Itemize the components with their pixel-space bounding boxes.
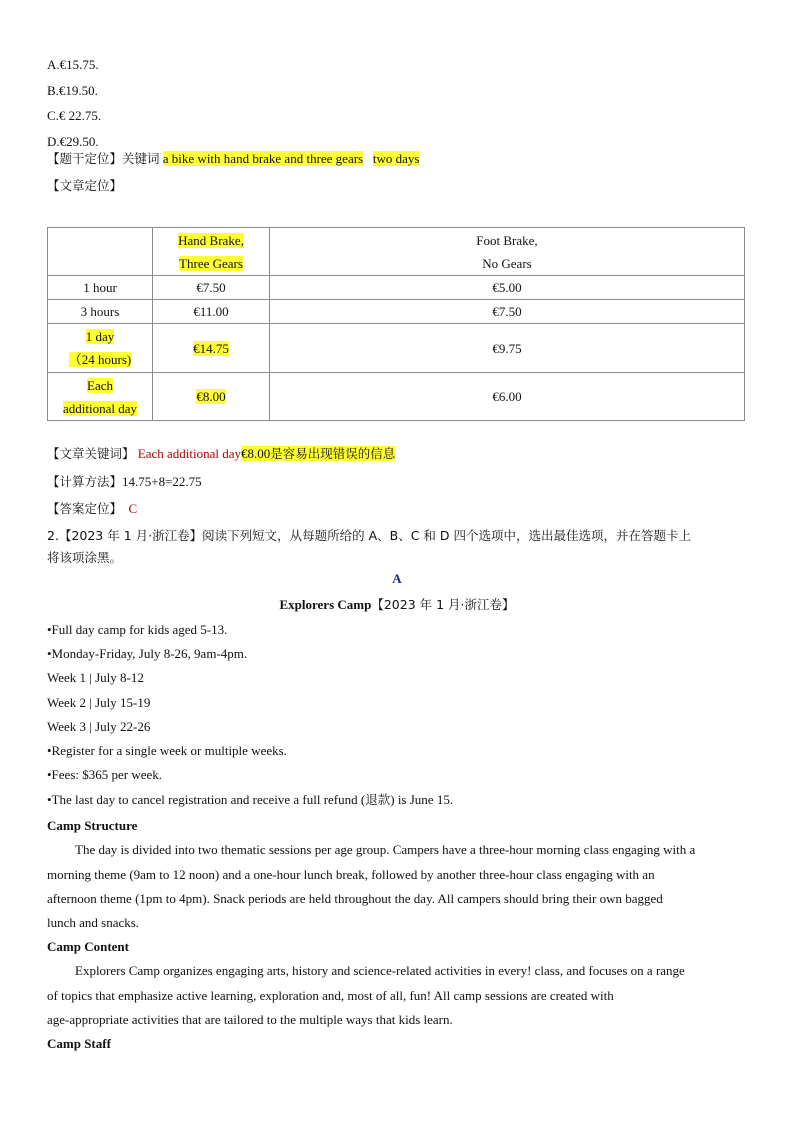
info-line: •Full day camp for kids aged 5-13. <box>47 622 228 637</box>
price-foot-brake: €6.00 <box>270 373 745 421</box>
paragraph-line: morning theme (9am to 12 noon) and a one-hour lunch break, followed by another three-hour class engaging with an <box>47 867 655 882</box>
price-foot-brake: €9.75 <box>270 324 745 373</box>
option-b: B.€19.50. <box>47 83 98 98</box>
price-hand-brake: €7.50 <box>153 276 270 300</box>
stem-location: 【题干定位】关键词 a bike with hand brake and three gears two days <box>47 151 420 166</box>
table-header-row <box>48 228 745 276</box>
paragraph-line: afternoon theme (1pm to 4pm). Snack periods are held throughout the day. All campers should bring their own bagged <box>47 891 663 906</box>
keyword-highlight-1: a bike with hand brake and three gears <box>162 151 364 166</box>
option-a: A.€15.75. <box>47 57 99 72</box>
price-foot-brake: €5.00 <box>270 276 745 300</box>
question2-instruction: 2.【2023 年 1 月·浙江卷】阅读下列短文，从每题所给的 A、B、C 和 D 四个选项中，选出最佳选项，并在答题卡上 <box>47 528 691 543</box>
price-hand-brake: €8.00 <box>153 373 270 421</box>
info-line: •Fees: $365 per week. <box>47 767 163 782</box>
row-label: 1 day （24 hours) <box>48 324 153 373</box>
paragraph-line: Explorers Camp organizes engaging arts, history and science-related activities in every! class, and focuses on a range <box>75 963 685 978</box>
price-foot-brake: €7.50 <box>270 300 745 324</box>
keyword-highlight-2: two days <box>372 151 420 166</box>
info-line: Week 1 | July 8-12 <box>47 670 144 685</box>
paragraph-line: lunch and snacks. <box>47 915 140 930</box>
header-hand-brake: Hand Brake, Three Gears <box>153 228 270 276</box>
price-hand-brake: €11.00 <box>153 300 270 324</box>
structure-heading: Camp Structure <box>47 818 138 833</box>
passage-letter: A <box>392 571 402 586</box>
passage-title: Explorers Camp【2023 年 1 月·浙江卷】 <box>279 597 515 612</box>
info-line: •Register for a single week or multiple weeks. <box>47 743 287 758</box>
article-location-label: 【文章定位】 <box>47 178 123 193</box>
option-c: C.€ 22.75. <box>47 108 102 123</box>
table-row <box>48 324 745 373</box>
table-corner-cell <box>48 228 153 276</box>
info-line: •Monday-Friday, July 8-26, 9am-4pm. <box>47 646 248 661</box>
question2-instruction-cont: 将该项涂黑。 <box>47 550 123 565</box>
paragraph-line: The day is divided into two thematic sessions per age group. Campers have a three-hour morning class engaging with a <box>75 842 696 857</box>
answer-location: 【答案定位】 C <box>47 501 138 516</box>
staff-heading: Camp Staff <box>47 1036 111 1051</box>
info-line-refund: •The last day to cancel registration and receive a full refund (退款) is June 15. <box>47 792 454 807</box>
info-line: Week 2 | July 15-19 <box>47 695 151 710</box>
row-label: 1 hour <box>48 276 153 300</box>
table-row <box>48 300 745 324</box>
option-d: D.€29.50. <box>47 134 99 149</box>
table-row <box>48 373 745 421</box>
info-line: Week 3 | July 22-26 <box>47 719 151 734</box>
price-hand-brake: €14.75 <box>153 324 270 373</box>
header-foot-brake: Foot Brake, No Gears <box>270 228 745 276</box>
paragraph-line: of topics that emphasize active learning, exploration and, most of all, fun! All camp sessions are created with <box>47 988 614 1003</box>
content-heading: Camp Content <box>47 939 129 954</box>
paragraph-line: age-appropriate activities that are tailored to the multiple ways that kids learn. <box>47 1012 453 1027</box>
article-keywords: 【文章关键词】 Each additional day€8.00是容易出现错误的信息 <box>47 446 396 461</box>
row-label: 3 hours <box>48 300 153 324</box>
table-row <box>48 276 745 300</box>
rental-fee-table <box>47 227 745 421</box>
row-label: Each additional day <box>48 373 153 421</box>
calculation-method: 【计算方法】14.75+8=22.75 <box>47 474 202 489</box>
